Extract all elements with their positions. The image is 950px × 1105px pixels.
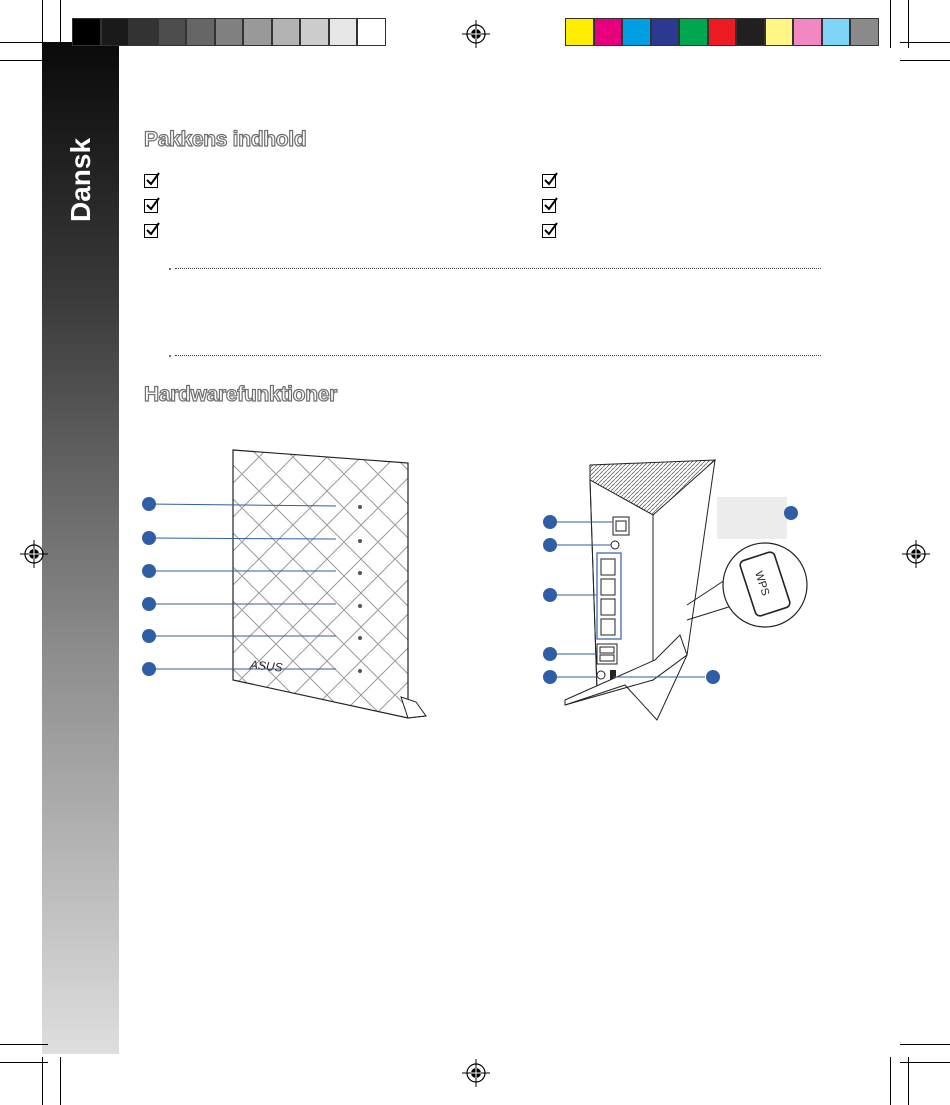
crop-mark <box>42 1057 43 1105</box>
package-contents-heading: Pakkens indhold <box>144 128 307 151</box>
crop-mark <box>908 0 909 48</box>
color-swatch <box>622 18 651 46</box>
color-swatch <box>72 18 101 46</box>
color-swatch <box>765 18 794 46</box>
crop-mark <box>890 0 891 48</box>
crop-mark <box>60 0 61 48</box>
language-tab-label: Dansk <box>64 137 96 223</box>
crop-mark <box>0 42 48 43</box>
checkbox-checked-icon <box>144 224 158 238</box>
router-rear-view-illustration <box>535 455 825 730</box>
crop-mark <box>890 1057 891 1105</box>
hardware-features-heading: Hardwarefunktioner <box>144 383 337 406</box>
color-swatch <box>272 18 301 46</box>
color-swatch <box>822 18 851 46</box>
registration-mark-icon <box>902 540 930 568</box>
color-swatch <box>793 18 822 46</box>
registration-mark-icon <box>462 20 490 48</box>
note-dot <box>169 355 171 357</box>
brand-logo: ASUS <box>249 657 284 675</box>
color-swatch <box>300 18 329 46</box>
color-swatch <box>215 18 244 46</box>
color-swatch <box>158 18 187 46</box>
crop-mark <box>60 1057 61 1105</box>
checkbox-checked-icon <box>542 199 556 213</box>
crop-mark <box>900 60 950 61</box>
color-swatch <box>186 18 215 46</box>
color-swatch <box>651 18 680 46</box>
color-swatch <box>329 18 358 46</box>
registration-mark-icon <box>20 540 48 568</box>
color-swatch <box>357 18 386 46</box>
checkbox-checked-icon <box>542 174 556 188</box>
registration-mark-icon <box>462 1059 490 1087</box>
crop-mark <box>0 1062 48 1063</box>
router-front-view-illustration <box>140 440 430 730</box>
note-dot <box>169 268 171 270</box>
wps-button-label: WPS <box>752 569 772 598</box>
checkbox-checked-icon <box>144 199 158 213</box>
crop-mark <box>900 1044 950 1045</box>
color-swatch <box>679 18 708 46</box>
color-swatch <box>129 18 158 46</box>
color-swatch <box>736 18 765 46</box>
color-swatch <box>243 18 272 46</box>
checkbox-checked-icon <box>542 224 556 238</box>
color-swatch <box>708 18 737 46</box>
color-swatch <box>594 18 623 46</box>
checkbox-checked-icon <box>144 174 158 188</box>
color-swatch <box>101 18 130 46</box>
color-swatch <box>565 18 594 46</box>
crop-mark <box>0 60 48 61</box>
crop-mark <box>908 1057 909 1105</box>
note-bottom-divider <box>175 355 821 356</box>
color-swatch <box>850 18 879 46</box>
crop-mark <box>42 0 43 48</box>
crop-mark <box>0 1044 48 1045</box>
note-top-divider <box>175 268 821 269</box>
